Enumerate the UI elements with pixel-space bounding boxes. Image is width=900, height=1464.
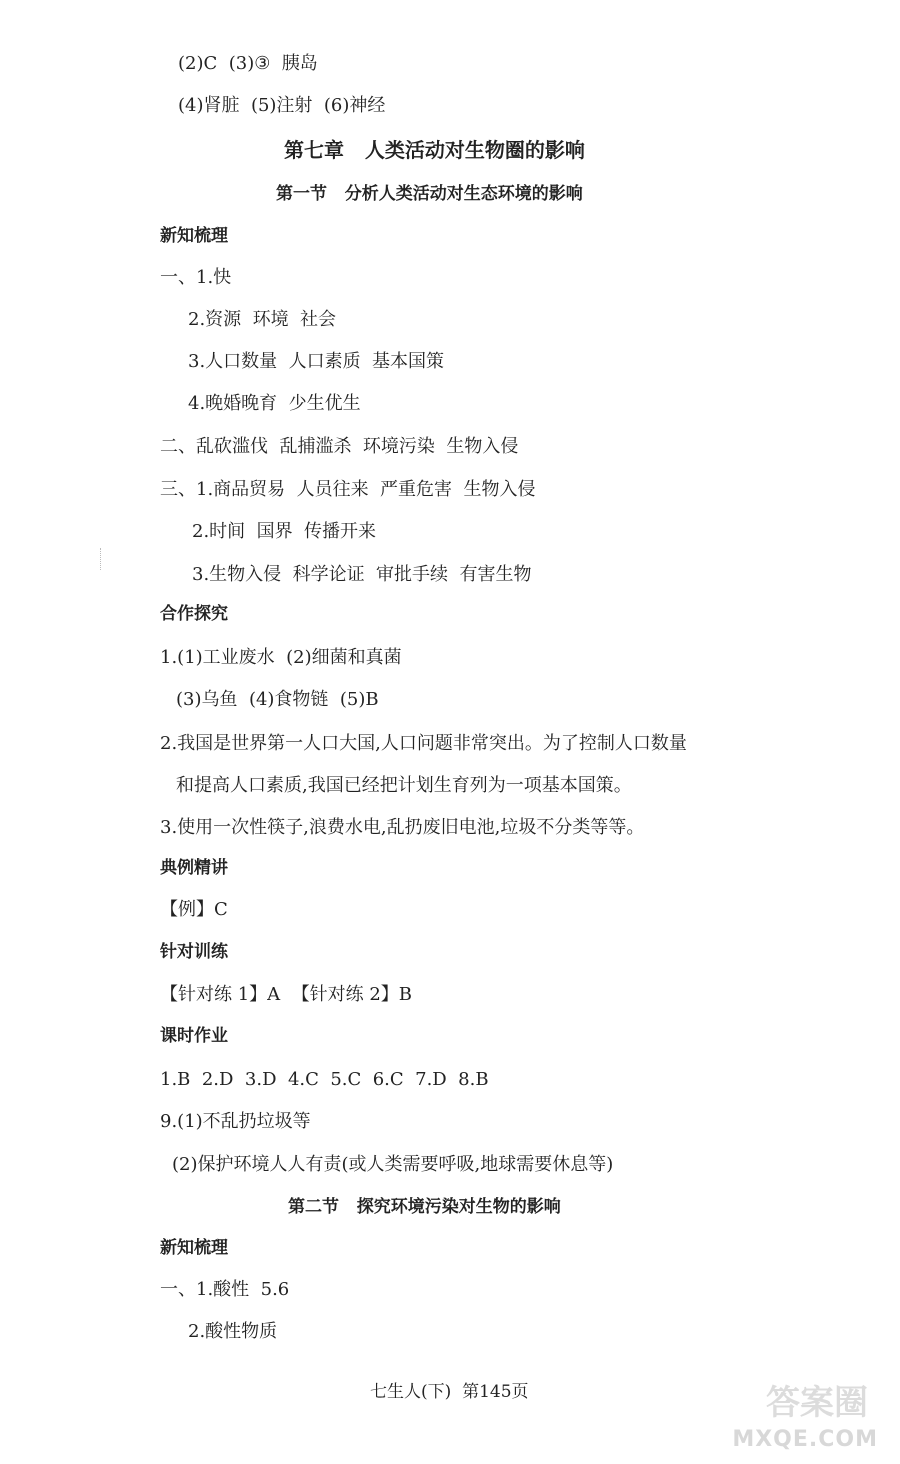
subsection-heading: 课时作业 [160, 1026, 228, 1046]
answer-line: 一、1.快 [160, 267, 232, 288]
answer-line: 1.B 2.D 3.D 4.C 5.C 6.C 7.D 8.B [160, 1069, 489, 1090]
subsection-heading: 新知梳理 [160, 226, 228, 246]
subsection-heading: 典例精讲 [160, 858, 228, 878]
subsection-heading: 新知梳理 [160, 1238, 228, 1258]
answer-line: 2.资源 环境 社会 [188, 309, 337, 330]
answer-line: 和提高人口素质,我国已经把计划生育列为一项基本国策。 [176, 775, 632, 796]
margin-mark [100, 548, 103, 570]
answer-line: (2)C (3)③ 胰岛 [178, 53, 318, 74]
answer-line: 三、1.商品贸易 人员往来 严重危害 生物入侵 [160, 479, 536, 500]
section-title: 第一节 分析人类活动对生态环境的影响 [276, 184, 583, 204]
section-title: 第二节 探究环境污染对生物的影响 [288, 1197, 561, 1217]
answer-line: 9.(1)不乱扔垃圾等 [160, 1111, 311, 1132]
answer-line: (3)乌鱼 (4)食物链 (5)B [176, 689, 379, 710]
answer-line: (4)肾脏 (5)注射 (6)神经 [178, 95, 386, 116]
watermark-logo-text: 答案圈 [766, 1383, 868, 1423]
answer-line: 1.(1)工业废水 (2)细菌和真菌 [160, 647, 402, 668]
answer-line: 3.生物入侵 科学论证 审批手续 有害生物 [192, 564, 532, 585]
subsection-heading: 合作探究 [160, 604, 228, 624]
answer-line: 二、乱砍滥伐 乱捕滥杀 环境污染 生物入侵 [160, 436, 519, 457]
answer-line: 3.人口数量 人口素质 基本国策 [188, 351, 445, 372]
watermark-site: MXQE.COM [732, 1427, 878, 1452]
chapter-title: 第七章 人类活动对生物圈的影响 [284, 138, 585, 162]
answer-line: (2)保护环境人人有责(或人类需要呼吸,地球需要休息等) [172, 1154, 614, 1175]
subsection-heading: 针对训练 [160, 942, 228, 962]
answer-line: 2.时间 国界 传播开来 [192, 521, 377, 542]
answer-line: 3.使用一次性筷子,浪费水电,乱扔废旧电池,垃圾不分类等等。 [160, 817, 645, 838]
answer-line: 2.酸性物质 [188, 1321, 278, 1342]
answer-line: 4.晚婚晚育 少生优生 [188, 393, 361, 414]
answer-line: 一、1.酸性 5.6 [160, 1279, 290, 1300]
answer-line: 2.我国是世界第一人口大国,人口问题非常突出。为了控制人口数量 [160, 733, 687, 754]
answer-line: 【例】C [160, 899, 228, 920]
answer-line: 【针对练 1】A 【针对练 2】B [160, 984, 413, 1005]
page-footer: 七生人(下) 第145页 [370, 1382, 529, 1402]
